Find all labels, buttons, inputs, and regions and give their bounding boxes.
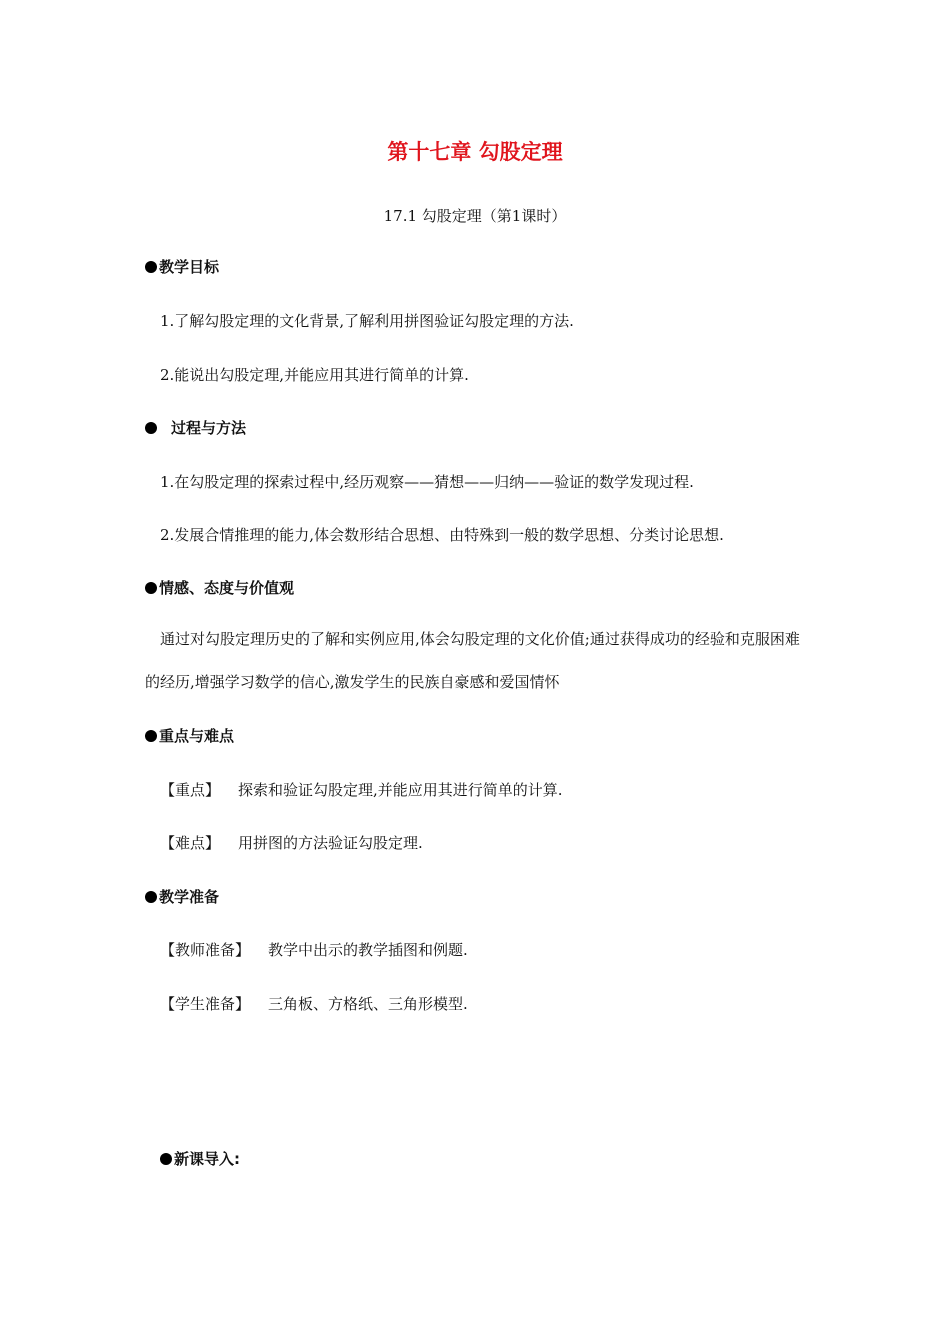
key-label: 【重点】 bbox=[160, 781, 221, 799]
section-heading-key-points: 重点与难点 bbox=[145, 726, 234, 746]
bullet-icon bbox=[145, 730, 157, 742]
bullet-icon bbox=[145, 261, 157, 273]
objective-item: 1.了解勾股定理的文化背景,了解利用拼图验证勾股定理的方法. bbox=[160, 312, 574, 330]
section-heading-process: 过程与方法 bbox=[145, 418, 246, 438]
lesson-subtitle: 17.1 勾股定理（第1课时） bbox=[383, 207, 567, 225]
difficult-label: 【难点】 bbox=[160, 834, 221, 852]
bullet-icon bbox=[160, 1153, 172, 1165]
section-heading-objectives: 教学目标 bbox=[145, 257, 219, 277]
section-heading-preparation: 教学准备 bbox=[145, 887, 219, 907]
teacher-text: 教学中出示的教学插图和例题. bbox=[268, 941, 468, 959]
bullet-icon bbox=[145, 891, 157, 903]
difficult-point-row bbox=[160, 833, 423, 853]
student-text: 三角板、方格纸、三角形模型. bbox=[268, 995, 468, 1013]
key-point-row bbox=[160, 780, 563, 800]
teacher-preparation-row bbox=[160, 940, 468, 960]
process-item: 1.在勾股定理的探索过程中,经历观察——猜想——归纳——验证的数学发现过程. bbox=[160, 473, 694, 491]
process-item: 2.发展合情推理的能力,体会数形结合思想、由特殊到一般的数学思想、分类讨论思想. bbox=[160, 526, 724, 544]
bullet-icon bbox=[145, 582, 157, 594]
key-text: 探索和验证勾股定理,并能应用其进行简单的计算. bbox=[238, 781, 563, 799]
teacher-label: 【教师准备】 bbox=[160, 941, 251, 959]
chapter-title: 第十七章 勾股定理 bbox=[387, 140, 563, 164]
student-preparation-row bbox=[160, 994, 468, 1014]
section-heading-values: 情感、态度与价值观 bbox=[145, 578, 294, 598]
bullet-icon bbox=[145, 422, 157, 434]
section-heading-intro: 新课导入: bbox=[160, 1149, 240, 1169]
values-paragraph: 通过对勾股定理历史的了解和实例应用,体会勾股定理的文化价值;通过获得成功的经验和克服困难的经历,增强学习数学的信心,激发学生的民族自豪感和爱国情怀 bbox=[145, 630, 800, 691]
difficult-text: 用拼图的方法验证勾股定理. bbox=[238, 834, 423, 852]
student-label: 【学生准备】 bbox=[160, 995, 251, 1013]
objective-item: 2.能说出勾股定理,并能应用其进行简单的计算. bbox=[160, 366, 469, 384]
